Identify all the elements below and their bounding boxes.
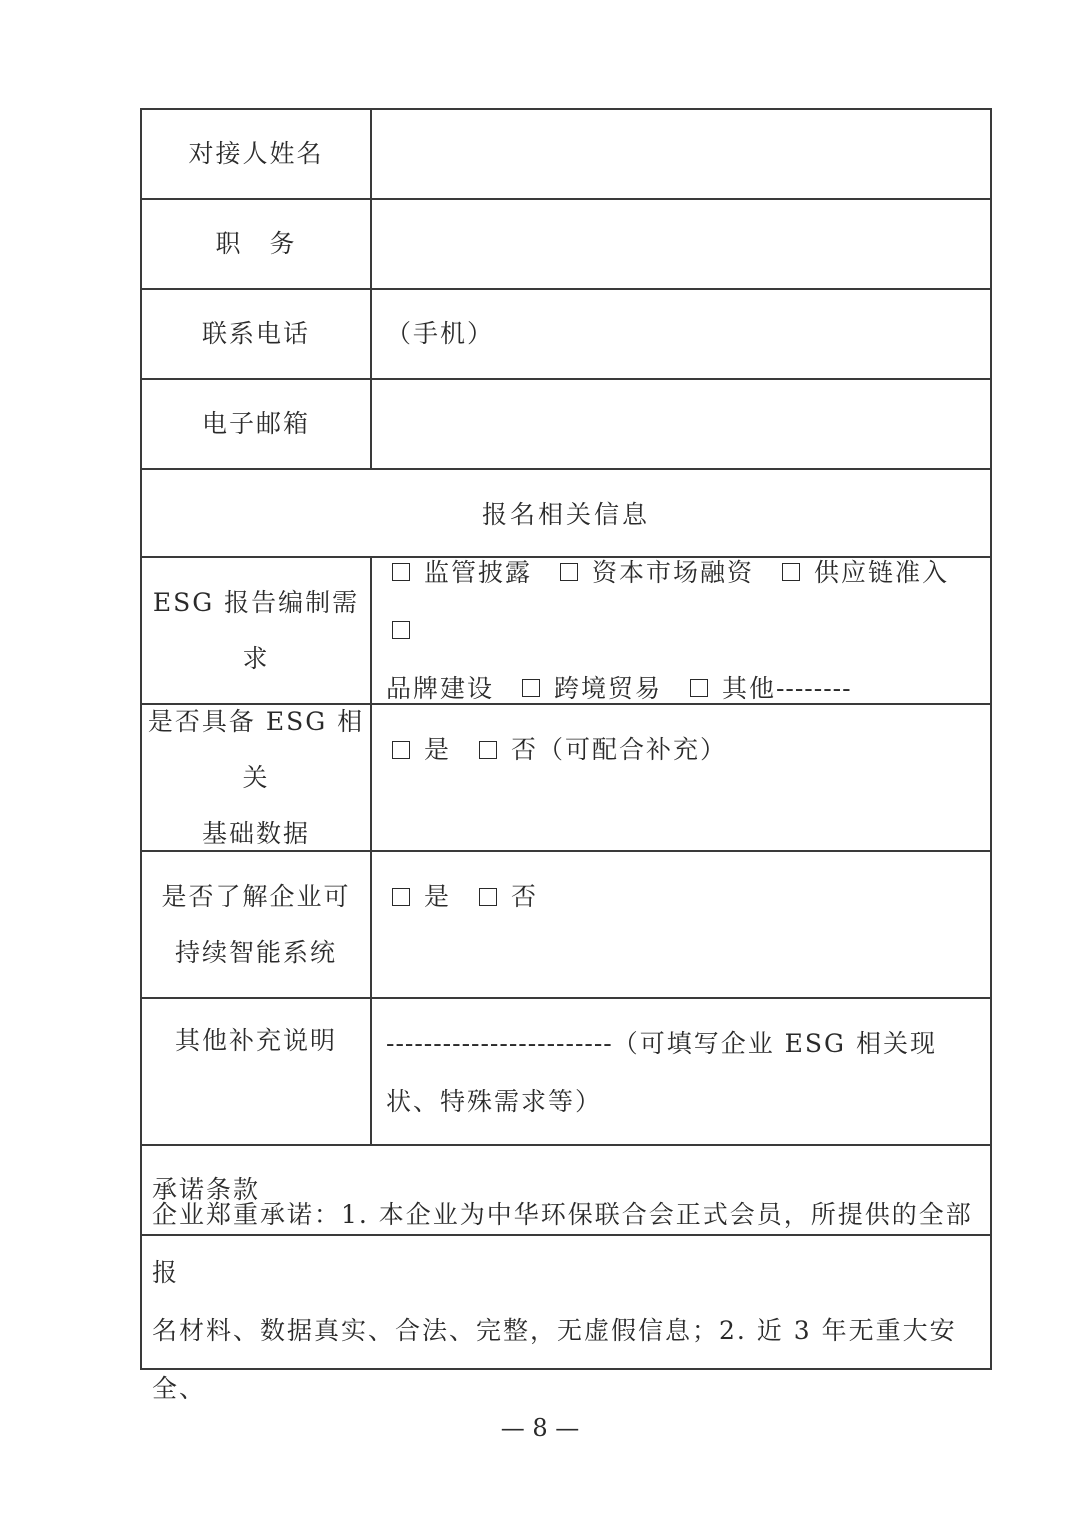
position-label: 职 务 — [142, 200, 372, 288]
option-label: 供应链准入 — [813, 557, 949, 587]
notes-hint: 状、特殊需求等） — [386, 1087, 603, 1116]
row-phone — [142, 290, 990, 380]
notes-blank: ------------------------ — [386, 1029, 613, 1058]
commitment-text — [142, 1186, 990, 1418]
option-label: 是 — [424, 735, 452, 764]
checkbox[interactable] — [479, 888, 497, 906]
option-label: 跨境贸易 — [553, 673, 662, 703]
registration-form-table — [140, 108, 992, 1403]
checkbox[interactable] — [782, 563, 800, 581]
section-title: 报名相关信息 — [481, 500, 650, 529]
checkbox[interactable] — [690, 679, 708, 697]
other-blank[interactable]: -------- — [775, 673, 852, 703]
label-line: 基础数据 — [201, 818, 310, 848]
contact-name-label: 对接人姓名 — [142, 110, 372, 198]
row-position — [142, 200, 990, 290]
row-commitment-text — [142, 1200, 990, 1403]
esg-report-options — [372, 558, 990, 703]
option-label: 否 — [510, 882, 538, 911]
esg-report-label: ESG 报告编制需求 — [142, 558, 372, 703]
commitment-line: 名材料、数据真实、合法、完整，无虚假信息；2. 近 3 年无重大安全、 — [152, 1316, 957, 1403]
esg-data-options — [372, 705, 990, 850]
label-line: 是否了解企业可 — [161, 881, 351, 911]
option-label: 品牌建设 — [386, 673, 495, 703]
label-line: 持续智能系统 — [174, 937, 337, 967]
row-contact-name — [142, 110, 990, 200]
row-other-notes — [142, 999, 990, 1146]
esg-data-label — [142, 705, 372, 850]
checkbox[interactable] — [392, 741, 410, 759]
phone-field[interactable] — [372, 290, 990, 378]
option-label: 其他 — [721, 673, 776, 703]
option-label: 否（可配合补充） — [510, 735, 727, 764]
phone-hint: （手机） — [386, 319, 495, 348]
page-number: — 8 — — [500, 1414, 580, 1442]
contact-name-field[interactable] — [372, 110, 990, 198]
checkbox[interactable] — [560, 563, 578, 581]
commitment-line: 企业郑重承诺：1. 本企业为中华环保联合会正式会员，所提供的全部报 — [152, 1200, 973, 1287]
sustain-system-options — [372, 852, 990, 997]
checkbox[interactable] — [479, 741, 497, 759]
sustain-system-label — [142, 852, 372, 997]
row-sustain-system — [142, 852, 990, 999]
label-line: 是否具备 ESG 相关 — [147, 706, 365, 792]
phone-label: 联系电话 — [142, 290, 372, 378]
other-notes-field[interactable] — [372, 999, 990, 1144]
option-label: 资本市场融资 — [591, 557, 754, 587]
notes-hint: （可填写企业 ESG 相关现 — [612, 1029, 937, 1058]
commitment-title: 承诺条款 — [152, 1175, 261, 1204]
row-esg-data — [142, 705, 990, 852]
row-esg-report — [142, 558, 990, 705]
checkbox[interactable] — [392, 563, 410, 581]
option-label: 监管披露 — [424, 557, 533, 587]
option-label: 是 — [424, 882, 452, 911]
checkbox[interactable] — [392, 888, 410, 906]
email-field[interactable] — [372, 380, 990, 468]
other-notes-label: 其他补充说明 — [142, 999, 372, 1144]
row-email — [142, 380, 990, 470]
position-field[interactable] — [372, 200, 990, 288]
email-label: 电子邮箱 — [142, 380, 372, 468]
checkbox[interactable] — [392, 621, 410, 639]
checkbox[interactable] — [522, 679, 540, 697]
